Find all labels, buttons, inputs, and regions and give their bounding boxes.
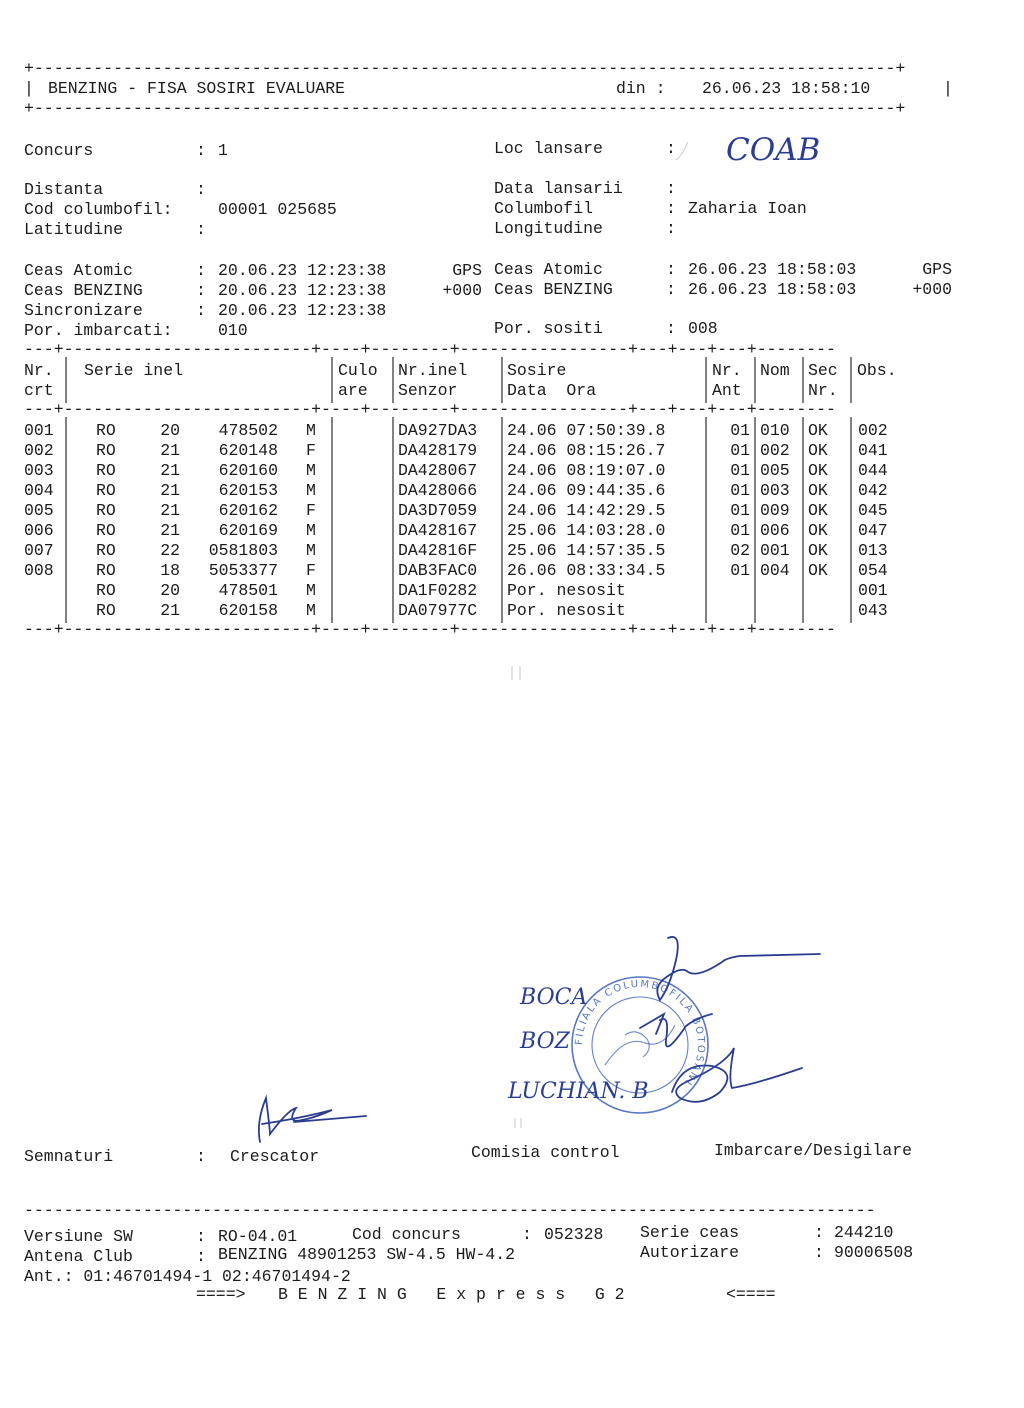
right-clock-label: Ceas BENZING [494,280,613,299]
cell-year: 21 [160,481,180,500]
cell-sec: OK [808,441,828,460]
colon: : [666,280,676,299]
cell-country: RO [96,541,116,560]
col-header-crt: crt [24,381,54,400]
cell-country: RO [96,501,116,520]
cell-senzor: DAB3FAC0 [398,561,478,580]
brand-name: B E N Z I N G E x p r e s s G 2 [278,1285,625,1304]
header-date-label: din : [616,79,666,98]
imbarcati-value: 010 [218,321,248,340]
cell-nom: 010 [760,421,790,440]
cell-sec: OK [808,421,828,440]
cell-nom: 003 [760,481,790,500]
table-bottom-border: ---+-------------------------+----+--------+-----------------+---+---+---+-------- [24,620,836,639]
versiune-value: RO-04.01 [218,1227,298,1246]
left-clock-extra: +000 [442,281,482,300]
cell-ring: 620148 [218,441,278,460]
cell-nom: 002 [760,441,790,460]
semnaturi-label: Semnaturi [24,1147,114,1166]
colon: : [814,1223,824,1242]
cell-sosire: 24.06 14:42:29.5 [507,501,666,520]
cod-concurs-label: Cod concurs [352,1225,461,1244]
cell-ring: 478501 [218,581,278,600]
cell-country: RO [96,601,116,620]
cell-obs: 054 [858,561,888,580]
cell-sosire: Por. nesosit [507,601,626,620]
comisia-control-label: Comisia control [471,1143,620,1162]
cell-obs: 041 [858,441,888,460]
distanta-label: Distanta [24,180,104,199]
cell-nom: 006 [760,521,790,540]
cell-nr: 001 [24,421,54,440]
header-right-bar: | [943,79,953,98]
left-clock-value: 20.06.23 12:23:38 [218,301,387,320]
cell-sec: OK [808,501,828,520]
cell-nom: 005 [760,461,790,480]
cell-senzor: DA428066 [398,481,478,500]
cell-year: 21 [160,521,180,540]
col-header-sosire: Sosire [507,361,567,380]
antena-label: Antena Club [24,1247,133,1266]
cell-nr: 005 [24,501,54,520]
colon: : [196,261,206,280]
autorizare-value: 90006508 [834,1243,914,1262]
cell-nr: 002 [24,441,54,460]
brand-arrow-left: ====> [196,1285,246,1304]
latitudine-label: Latitudine [24,220,124,239]
cell-country: RO [96,481,116,500]
cell-sex: M [306,521,316,540]
cod-columbofil-label: Cod columbofil: [24,200,173,219]
cell-country: RO [96,441,116,460]
col-header-nr-ant: Nr. [712,361,742,380]
imbarcati-label: Por. imbarcati: [24,321,173,340]
cell-ant: 02 [730,541,750,560]
colon: : [196,1147,206,1166]
crescator-label: Crescator [230,1147,320,1166]
cell-nr: 007 [24,541,54,560]
cell-country: RO [96,521,116,540]
col-header-sec-nr: Nr. [808,381,838,400]
cod-concurs-value: 052328 [544,1225,604,1244]
col-header-sec: Sec [808,361,838,380]
right-clock-extra: +000 [912,280,952,299]
cell-senzor: DA42816F [398,541,478,560]
imbarcare-label: Imbarcare/Desigilare [714,1141,913,1160]
cell-ring: 5053377 [208,561,278,580]
cell-ring: 620169 [218,521,278,540]
cell-nr: 008 [24,561,54,580]
colon: : [814,1243,824,1262]
sositi-value: 008 [688,319,718,338]
cell-ring: 620158 [218,601,278,620]
cell-obs: 013 [858,541,888,560]
cell-senzor: DA927DA3 [398,421,478,440]
loc-lansare-handwritten: COAB [726,132,821,168]
cell-sec: OK [808,461,828,480]
colon: : [196,141,206,160]
cell-obs: 001 [858,581,888,600]
left-clock-extra: GPS [452,261,482,280]
header-left-bar: | [24,79,34,98]
cell-senzor: DA428179 [398,441,478,460]
cell-obs: 045 [858,501,888,520]
serie-ceas-label: Serie ceas [640,1223,740,1242]
cell-ant: 01 [730,441,750,460]
colon: : [196,1227,206,1246]
cell-sex: M [306,581,316,600]
antena-value: BENZING 48901253 SW-4.5 HW-4.2 [218,1245,516,1264]
table-top-border: ---+-------------------------+----+--------+-----------------+---+---+---+-------- [24,340,836,359]
colon: : [666,319,676,338]
cell-nr: 006 [24,521,54,540]
data-lansarii-label: Data lansarii [494,179,623,198]
left-clock-value: 20.06.23 12:23:38 [218,261,387,280]
cell-year: 18 [160,561,180,580]
cell-sec: OK [808,481,828,500]
antenna-ids: Ant.: 01:46701494-1 02:46701494-2 [24,1267,351,1286]
col-header-culoare: Culo [338,361,378,380]
cell-obs: 042 [858,481,888,500]
stamp-text: FILIALA COLUMBOFILA BOTOSANI [573,978,707,1089]
colon: : [666,139,676,158]
colon: : [666,179,676,198]
concurs-value: 1 [218,141,228,160]
cell-senzor: DA428167 [398,521,478,540]
cell-ant: 01 [730,461,750,480]
cell-obs: 043 [858,601,888,620]
cell-ring: 620162 [218,501,278,520]
cell-year: 21 [160,441,180,460]
cell-obs: 047 [858,521,888,540]
cell-sex: M [306,601,316,620]
versiune-label: Versiune SW [24,1227,133,1246]
cell-sex: F [306,441,316,460]
handwritten-luchian: LUCHIAN. B [508,1079,649,1104]
cell-year: 21 [160,461,180,480]
colon: : [196,281,206,300]
left-clock-value: 20.06.23 12:23:38 [218,281,387,300]
cell-sosire: 24.06 08:19:07.0 [507,461,666,480]
cell-country: RO [96,581,116,600]
cell-year: 22 [160,541,180,560]
cod-columbofil-value: 00001 025685 [218,200,337,219]
cell-nr: 003 [24,461,54,480]
colon: : [196,180,206,199]
left-clock-label: Ceas Atomic [24,261,133,280]
cell-sec: OK [808,561,828,580]
col-header-nom: Nom [760,361,790,380]
cell-sex: F [306,561,316,580]
header-bottom-border: +---------------------------------------------------------------------------------------+ [24,99,906,118]
cell-ant: 01 [730,421,750,440]
cell-ring: 620160 [218,461,278,480]
colon: : [522,1225,532,1244]
sositi-label: Por. sositi [494,319,603,338]
cell-year: 20 [160,421,180,440]
cell-ant: 01 [730,501,750,520]
colon: : [196,220,206,239]
concurs-label: Concurs [24,141,94,160]
right-clock-value: 26.06.23 18:58:03 [688,260,857,279]
colon: : [196,301,206,320]
loc-lansare-label: Loc lansare [494,139,603,158]
right-clock-label: Ceas Atomic [494,260,603,279]
col-header-ant: Ant [712,381,742,400]
cell-nr: 004 [24,481,54,500]
serie-ceas-value: 244210 [834,1223,894,1242]
table-header-border: ---+-------------------------+----+--------+-----------------+---+---+---+-------- [24,400,836,419]
cell-nom: 009 [760,501,790,520]
cell-country: RO [96,461,116,480]
col-header-senzor: Nr.inel [398,361,468,380]
colon: : [196,1247,206,1266]
cell-ant: 01 [730,521,750,540]
cell-year: 21 [160,501,180,520]
right-clock-value: 26.06.23 18:58:03 [688,280,857,299]
cell-year: 20 [160,581,180,600]
col-header-obs: Obs. [857,361,897,380]
columbofil-value: Zaharia Ioan [688,199,807,218]
cell-sosire: 24.06 07:50:39.8 [507,421,666,440]
footer-separator: -------------------------------------------------------------------------------------- [24,1201,876,1220]
cell-senzor: DA428067 [398,461,478,480]
left-clock-label: Ceas BENZING [24,281,143,300]
cell-senzor: DA1F0282 [398,581,478,600]
cell-country: RO [96,561,116,580]
left-clock-label: Sincronizare [24,301,143,320]
right-clock-extra: GPS [922,260,952,279]
cell-sec: OK [808,541,828,560]
colon: : [666,260,676,279]
cell-sosire: 24.06 08:15:26.7 [507,441,666,460]
cell-sex: M [306,421,316,440]
header-title: BENZING - FISA SOSIRI EVALUARE [48,79,346,98]
colon: : [666,219,676,238]
longitudine-label: Longitudine [494,219,603,238]
autorizare-label: Autorizare [640,1243,740,1262]
cell-year: 21 [160,601,180,620]
cell-sex: M [306,481,316,500]
handwritten-boz: BOZ [520,1029,570,1054]
col-header-culoare-2: are [338,381,368,400]
cell-sec: OK [808,521,828,540]
header-top-border: +---------------------------------------------------------------------------------------+ [24,59,906,78]
cell-ring: 620153 [218,481,278,500]
colon: : [666,199,676,218]
col-header-serie: Serie inel [84,361,184,380]
cell-sosire: 24.06 09:44:35.6 [507,481,666,500]
cell-nom: 004 [760,561,790,580]
cell-senzor: DA07977C [398,601,478,620]
cell-sosire: 26.06 08:33:34.5 [507,561,666,580]
cell-sex: M [306,461,316,480]
cell-ant: 01 [730,481,750,500]
columbofil-label: Columbofil [494,199,594,218]
brand-arrow-right: <==== [726,1285,776,1304]
col-header-data-ora: Data Ora [507,381,597,400]
col-header-nr: Nr. [24,361,54,380]
handwritten-boca: BOCA [520,985,588,1010]
cell-obs: 044 [858,461,888,480]
cell-ring: 0581803 [208,541,278,560]
cell-sosire: Por. nesosit [507,581,626,600]
cell-ant: 01 [730,561,750,580]
cell-sosire: 25.06 14:03:28.0 [507,521,666,540]
cell-nom: 001 [760,541,790,560]
cell-sex: M [306,541,316,560]
cell-ring: 478502 [218,421,278,440]
col-header-senzor-2: Senzor [398,381,458,400]
header-date-value: 26.06.23 18:58:10 [702,79,871,98]
cell-senzor: DA3D7059 [398,501,478,520]
cell-sex: F [306,501,316,520]
cell-obs: 002 [858,421,888,440]
cell-country: RO [96,421,116,440]
cell-sosire: 25.06 14:57:35.5 [507,541,666,560]
